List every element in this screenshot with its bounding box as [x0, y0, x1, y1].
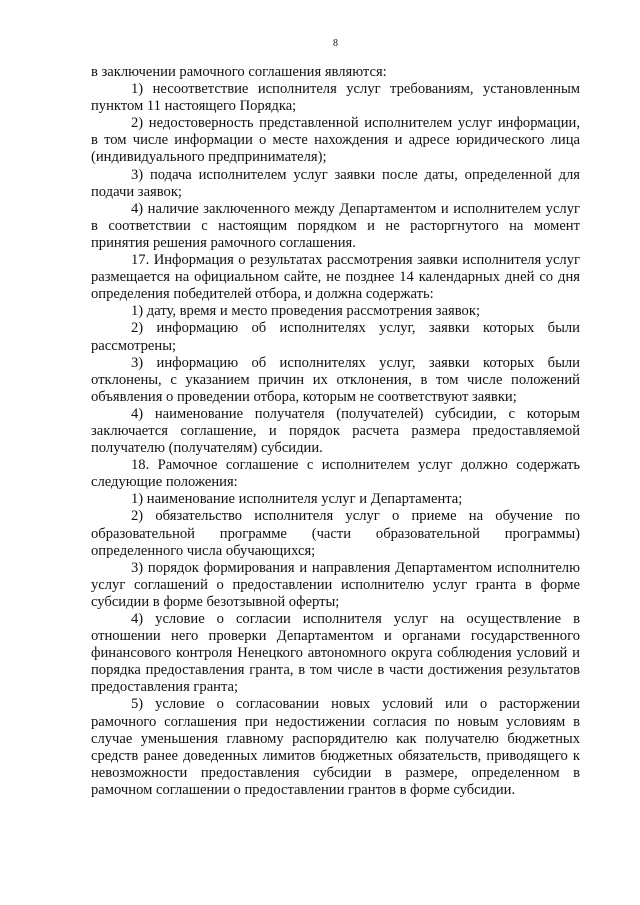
paragraph: 2) недостоверность представленной исполнителем услуг информации, в том числе информации о месте нахождения и адресе юридического лица (индивидуального предпринимателя);: [91, 115, 580, 166]
paragraph: 17. Информация о результатах рассмотрения заявки исполнителя услуг размещается на официальном сайте, не позднее 14 календарных дней со дня определения победителей отбора, и должна содержать:: [91, 252, 580, 303]
paragraph: 1) несоответствие исполнителя услуг требованиям, установленным пунктом 11 настоящего Порядка;: [91, 81, 580, 115]
paragraph: 3) подача исполнителем услуг заявки после даты, определенной для подачи заявок;: [91, 166, 580, 200]
page-number: 8: [333, 38, 338, 49]
paragraph: 1) наименование исполнителя услуг и Департамента;: [131, 491, 463, 508]
paragraph: 2) обязательство исполнителя услуг о приеме на обучение по образовательной программе (части образовательной программы) определенного числа обучающихся;: [91, 508, 580, 559]
paragraph: 3) информацию об исполнителях услуг, заявки которых были отклонены, с указанием причин их отклонения, в том числе положений объявления о проведении отбора, которым не соответствуют заявки;: [91, 354, 580, 405]
paragraph: 3) порядок формирования и направления Департаментом исполнителю услуг соглашений о предоставлении исполнителю услуг гранта в форме субсидии в форме безотзывной оферты;: [91, 559, 580, 610]
paragraph: 4) наличие заключенного между Департаментом и исполнителем услуг в соответствии с настоящим порядком и не расторгнутого на момент принятия решения рамочного соглашения.: [91, 200, 580, 251]
paragraph: 2) информацию об исполнителях услуг, заявки которых были рассмотрены;: [91, 320, 580, 354]
paragraph: 4) наименование получателя (получателей) субсидии, с которым заключается соглашение, и порядок расчета размера предоставляемой получателю (получателям) субсидии.: [91, 405, 580, 457]
paragraph: 18. Рамочное соглашение с исполнителем услуг должно содержать следующие положения:: [91, 457, 580, 491]
document-body: [91, 64, 580, 799]
paragraph: 1) дату, время и место проведения рассмотрения заявок;: [131, 303, 480, 320]
paragraph: 4) условие о согласии исполнителя услуг на осуществление в отношении него проверки Департаментом и органами государственного финансового контроля Ненецкого автономного округа соблюдения условий и порядка предоставления гранта, в том числе в части достижения результатов предоставления гранта;: [91, 611, 580, 696]
paragraph: 5) условие о согласовании новых условий или о расторжении рамочного соглашения при недостижении согласия по новым условиям в случае уменьшения главному распорядителю как получателю бюджетных средств ранее доведенных лимитов бюджетных обязательств, приводящего к невозможности предоставления субсидии в размере, определенном в рамочном соглашении о предоставлении грантов в форме субсидии.: [91, 696, 580, 798]
paragraph: в заключении рамочного соглашения являются:: [91, 64, 387, 80]
